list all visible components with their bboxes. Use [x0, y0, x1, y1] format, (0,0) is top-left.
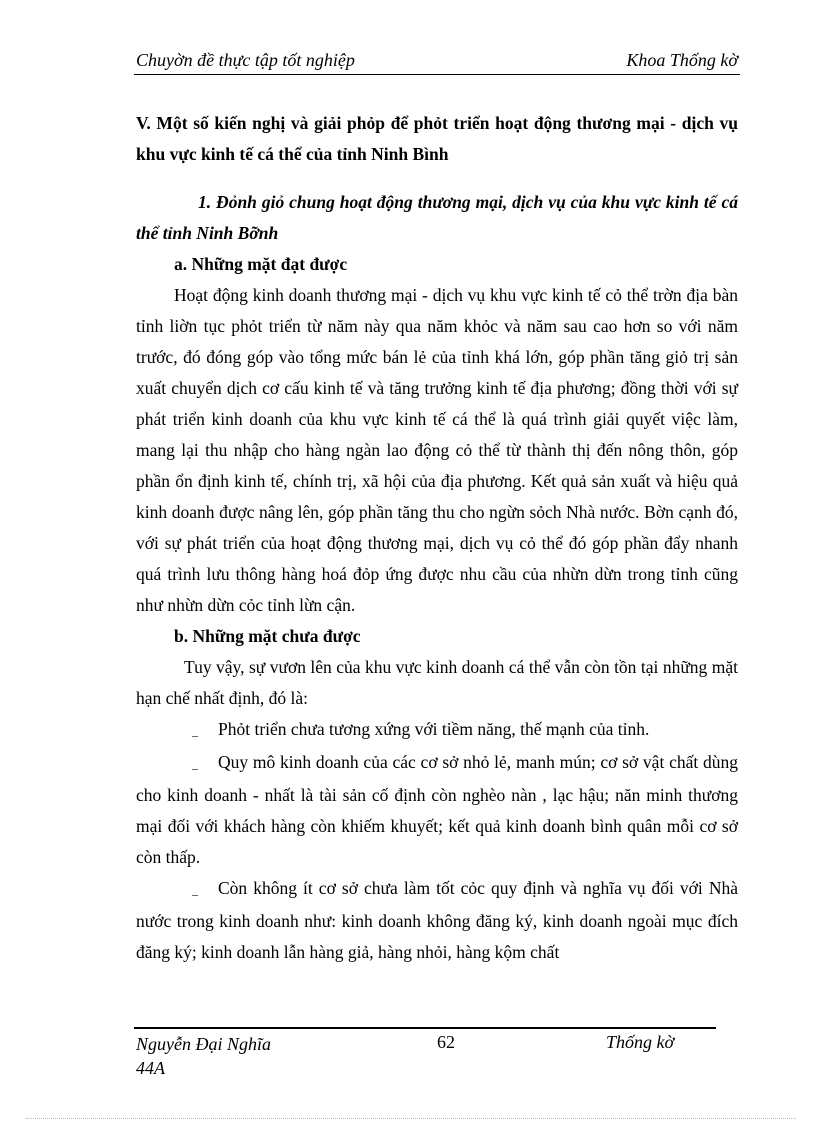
header-left-title: Chuyờn đề thực tập tốt nghiệp [136, 50, 355, 70]
section-heading: V. Một số kiến nghị và giải phỏp để phỏt triển hoạt động thương mại - dịch vụ khu vực kinh tế cá thể của tỉnh Ninh Bình [136, 113, 738, 164]
author-name: Nguyễn Đại Nghĩa [136, 1034, 271, 1054]
list-item [136, 747, 738, 873]
author-class: 44A [136, 1058, 165, 1078]
footer-author [136, 1032, 271, 1080]
limitations-list [136, 714, 738, 968]
list-item-text: Quy mô kinh doanh của các cơ sở nhỏ lẻ, manh mún; cơ sở vật chất dùng cho kinh doanh - nhất là tài sản cố định còn nghèo nàn , lạc hậu; năn minh thương mại đối với khách hàng còn khiếm khuyết; kết quả kinh doanh bình quân mỗi cơ sở còn thấp. [136, 752, 738, 867]
paragraph-a: Hoạt động kinh doanh thương mại - dịch vụ khu vực kinh tế cỏ thể trờn địa bàn tỉnh liờn tục phỏt triển từ năm này qua năm khỏc và năm sau cao hơn so với năm trước, đó đóng góp vào tổng mức bán lẻ của tỉnh khá lớn, góp phần tăng giỏ trị sản xuất chuyển dịch cơ cấu kinh tế và tăng trưởng kinh tế địa phương; đồng thời với sự phát triển kinh doanh của khu vực kinh tế cá thể là quá trình giải quyết việc làm, mang lại thu nhập cho hàng ngàn lao động cỏ thể từ thành thị đến nông thôn, góp phần ổn định kinh tế, chính trị, xã hội của địa phương. Kết quả sản xuất và hiệu quả kinh doanh được nâng lên, góp phần tăng thu cho ngừn sỏch Nhà nước. Bờn cạnh đó, với sự phát triển của hoạt động thương mại, dịch vụ cỏ thể đó góp phần đẩy nhanh quá trình lưu thông hàng hoá đỏp ứng được nhu cầu của nhừn dừn trong tỉnh cũng như nhừn dừn cỏc tỉnh lừn cận. [136, 285, 738, 615]
bullet-dash: _ [192, 724, 198, 738]
page-content [136, 108, 738, 968]
page-edge-dotted-line [26, 1118, 796, 1119]
footer-divider [134, 1027, 716, 1029]
subsection-title: 1. Đỏnh giỏ chung hoạt động thương mại, dịch vụ của khu vực kinh tế cá thể tỉnh Ninh Bỡnh [136, 192, 738, 243]
list-item [136, 873, 738, 968]
header-right-title: Khoa Thống kờ [626, 50, 738, 70]
subsection-b-title: b. Những mặt chưa được [174, 626, 361, 646]
page-header [134, 50, 740, 75]
subsection-a-title: a. Những mặt đạt được [174, 254, 348, 274]
paragraph-b: Tuy vậy, sự vươn lên của khu vực kinh doanh cá thể vẫn còn tồn tại những mặt hạn chế nhất định, đó là: [136, 657, 738, 708]
footer-department: Thống kờ [606, 1032, 675, 1052]
list-item-text: Còn không ít cơ sở chưa làm tốt cỏc quy định và nghĩa vụ đối với Nhà nước trong kinh doanh như: kinh doanh không đăng ký, kinh doanh ngoài mục đích đăng ký; kinh doanh lẫn hàng giả, hàng nhỏi, hàng kộm chất [136, 878, 738, 962]
page-number: 62 [437, 1032, 455, 1052]
list-item-text: Phỏt triển chưa tương xứng với tiềm năng, thế mạnh của tỉnh. [218, 719, 650, 739]
bullet-dash: _ [192, 883, 198, 897]
bullet-dash: _ [192, 757, 198, 771]
list-item [136, 714, 738, 747]
